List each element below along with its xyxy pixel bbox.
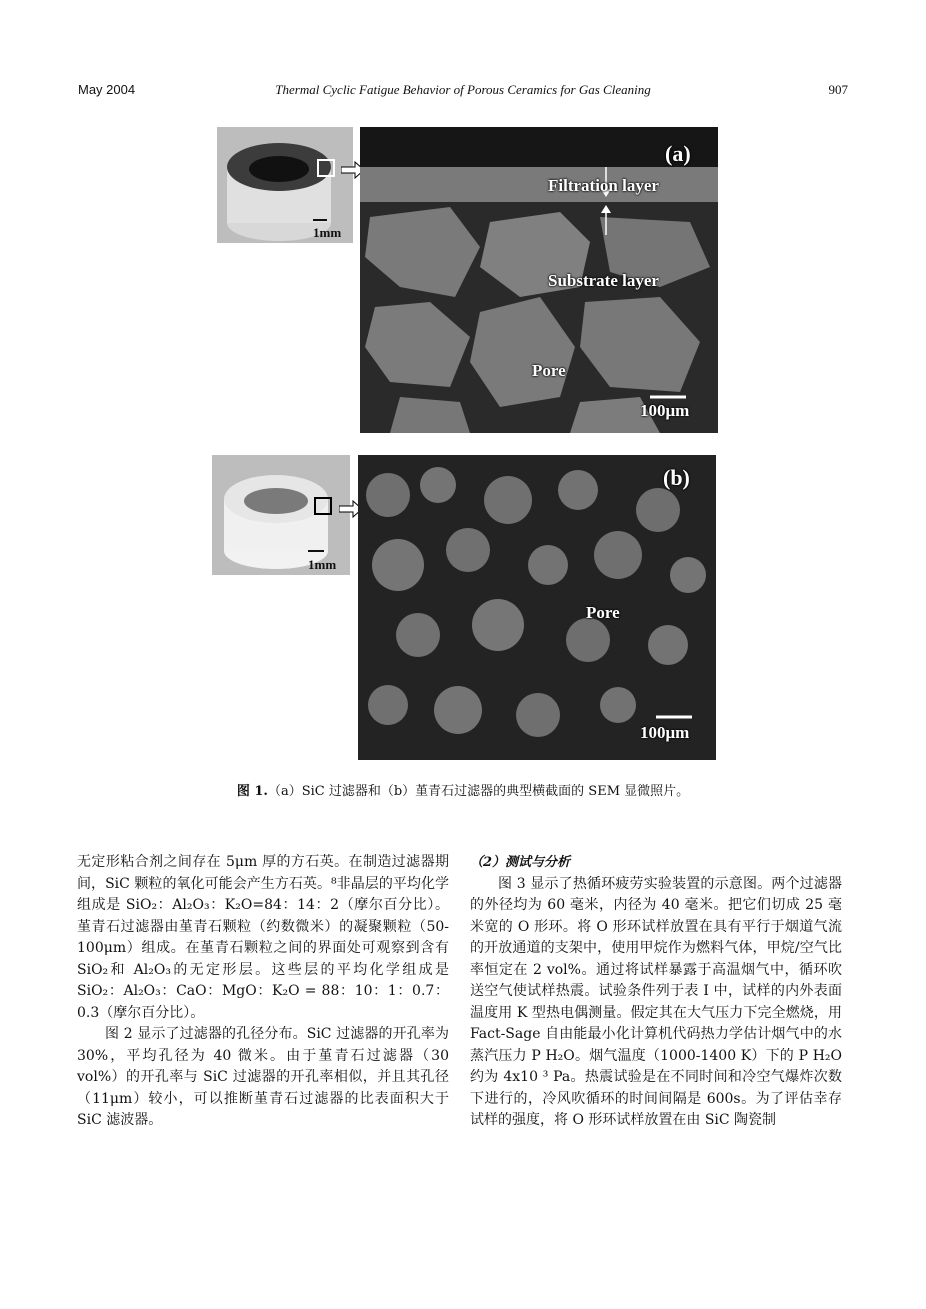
scale-bar xyxy=(656,713,696,721)
annotation-pore: Pore xyxy=(532,361,566,380)
right-column xyxy=(470,852,842,1132)
filter-photo-sic xyxy=(217,127,353,243)
inset-scale-label: 1mm xyxy=(308,557,337,572)
sem-micrograph-b xyxy=(358,455,716,760)
filter-photo-cordierite xyxy=(212,455,350,575)
panel-label-b: (b) xyxy=(663,465,690,490)
inset-scale-label: 1mm xyxy=(313,225,342,240)
page-number: 907 xyxy=(828,82,848,97)
running-header-title: Thermal Cyclic Fatigue Behavior of Porous Ceramics for Gas Cleaning xyxy=(275,82,651,97)
section-heading: （2）测试与分析 xyxy=(470,855,571,870)
paragraph: 图 2 显示了过滤器的孔径分布。SiC 过滤器的开孔率为 30%，平均孔径为 40 微米。由于堇青石过滤器（30 vol%）的开孔率与 SiC 过滤器的开孔率相似，并且其孔径（11μm）较小，可以推断堇青石过滤器的比表面积大于 SiC 滤波器。 xyxy=(77,1026,449,1128)
caption-label: 图 1. xyxy=(236,784,268,799)
annotation-substrate-layer: Substrate layer xyxy=(548,271,659,290)
annotation-pore: Pore xyxy=(586,603,620,622)
sem-micrograph-a xyxy=(360,127,718,433)
left-column xyxy=(77,852,449,1132)
paragraph: 图 3 显示了热循环疲劳实验装置的示意图。两个过滤器的外径均为 60 毫米，内径为 40 毫米。把它们切成 25 毫米宽的 O 形环。将 O 形环试样放置在具有平行于烟道气流的开放通道的支架中，使用甲烷作为燃料气体，甲烷/空气比率恒定在 2 vol%。通过将试样暴露于高温烟气中，循环吹送空气使试样热震。试验条件列于表 I 中，试样的内外表面温度用 K 型热电偶测量。假定其在大气压力下完全燃烧，用 Fact-Sage 自由能最小化计算机代码热力学估计烟气中的水蒸汽压力 P H₂O。烟气温度（1000-1400 K）下的 P H₂O 约为 4x10 ³ Pa。热震试验是在不同时间和冷空气爆炸次数下进行的，冷风吹循环的时间间隔是 600s。为了评估幸存试样的强度，将 O 形环试样放置在由 SiC 陶瓷制 xyxy=(470,875,842,1128)
scale-bar xyxy=(650,393,690,401)
scale-bar-label: 100μm xyxy=(640,723,690,742)
panel-label-a: (a) xyxy=(665,141,691,166)
scale-bar-label: 100μm xyxy=(640,401,690,420)
caption-text: （a）SiC 过滤器和（b）堇青石过滤器的典型横截面的 SEM 显微照片。 xyxy=(267,784,690,799)
figure-caption xyxy=(0,780,926,799)
running-header-date: May 2004 xyxy=(78,82,136,97)
annotation-filtration-layer: Filtration layer xyxy=(548,176,659,195)
paragraph: 无定形粘合剂之间存在 5μm 厚的方石英。在制造过滤器期间，SiC 颗粒的氧化可能会产生方石英。⁸非晶层的平均化学组成是 SiO₂：Al₂O₃：K₂O=84：14：2（摩尔百分比）。堇青石过滤器由堇青石颗粒（约数微米）的凝聚颗粒（50-100μm）组成。在堇青石颗粒之间的界面处可观察到含有 SiO₂和 Al₂O₃的无定形层。这些层的平均化学组成是 SiO₂：Al₂O₃：CaO：MgO：K₂O = 88：10：1：0.7：0.3（摩尔百分比）。 xyxy=(77,854,449,1021)
